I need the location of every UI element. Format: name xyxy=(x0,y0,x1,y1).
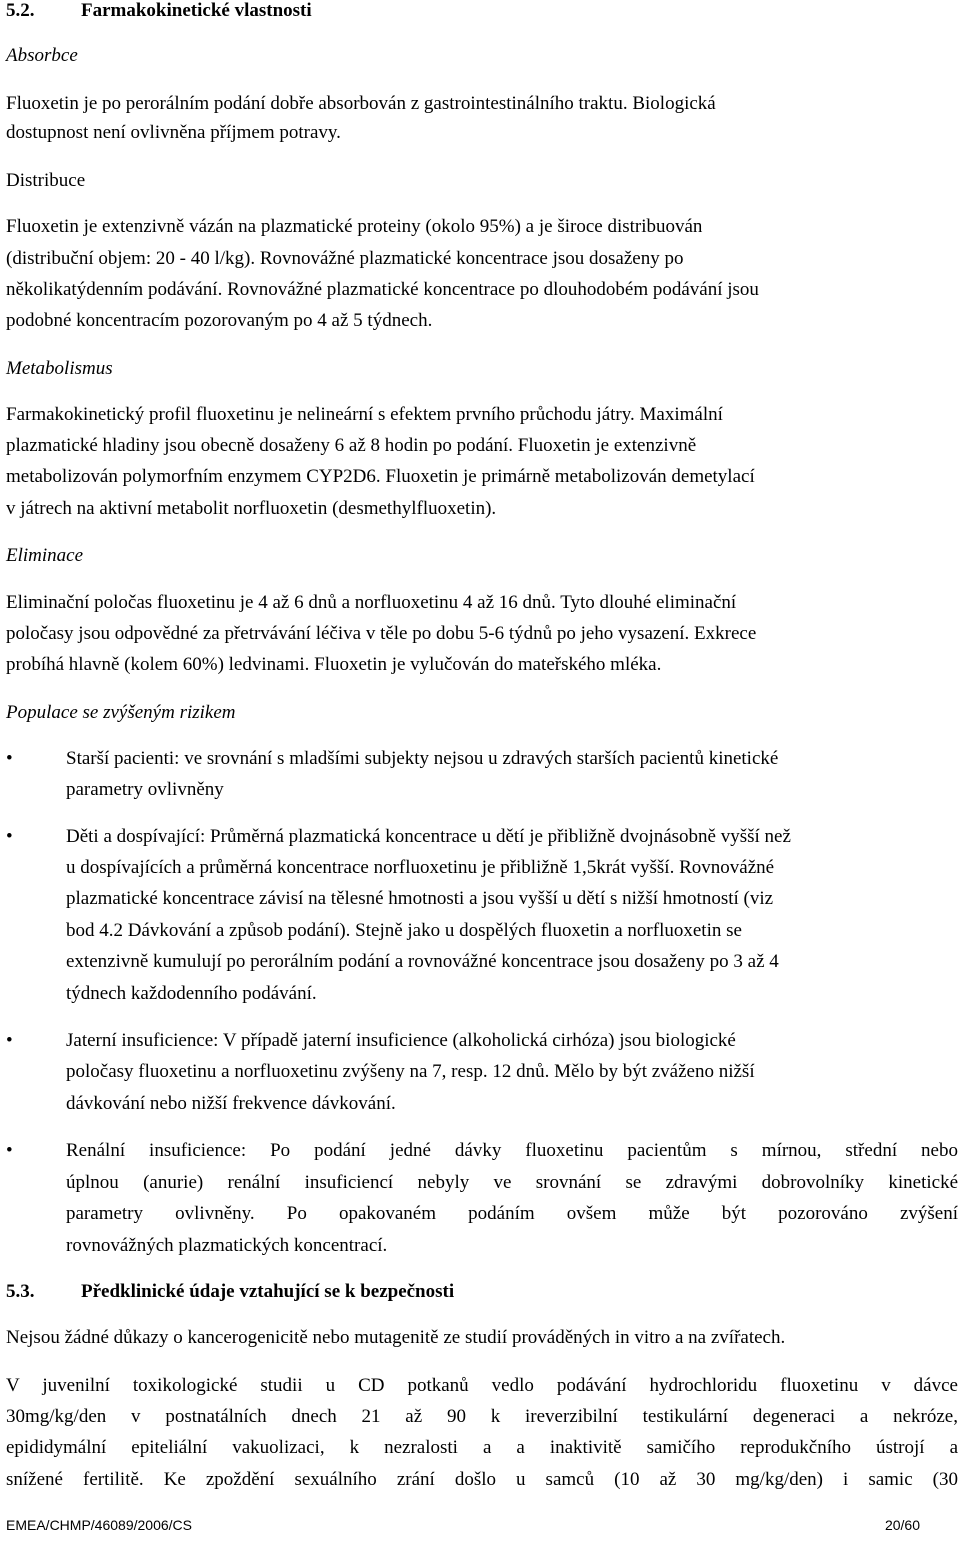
section-heading-5-2 xyxy=(6,0,312,22)
bullet-icon: • xyxy=(6,1140,13,1161)
document-id: EMEA/CHMP/46089/2006/CS xyxy=(6,1517,192,1533)
bullet-line: extenzivně kumulují po perorálním podání a rovnovážné koncentrace jsou dosaženy po 3 až 4 xyxy=(66,951,779,972)
paragraph-line: 30mg/kg/den v postnatálních dnech 21 až 90 k ireverzibilní testikulární degeneraci a nekróze, xyxy=(6,1406,958,1427)
page-number: 20/60 xyxy=(884,1517,920,1533)
bullet-line: Jaterní insuficience: V případě jaterní insuficience (alkoholická cirhóza) jsou biologické xyxy=(66,1030,736,1051)
section-title: Předklinické údaje vztahující se k bezpečnosti xyxy=(81,1281,455,1302)
paragraph-line: metabolizován polymorfním enzymem CYP2D6. Fluoxetin je primárně metabolizován demetylací xyxy=(6,466,755,487)
paragraph-line: v játrech na aktivní metabolit norfluoxetin (desmethylfluoxetin). xyxy=(6,498,497,519)
paragraph-line: (distribuční objem: 20 - 40 l/kg). Rovnovážné plazmatické koncentrace jsou dosaženy po xyxy=(6,248,684,269)
subheading-populace: Populace se zvýšeným rizikem xyxy=(6,702,236,723)
subheading-distribuce: Distribuce xyxy=(6,170,86,191)
bullet-line: Děti a dospívající: Průměrná plazmatická koncentrace u dětí je přibližně dvojnásobně vyšší než xyxy=(66,826,791,847)
paragraph-line: několikatýdenním podávání. Rovnovážné plazmatické koncentrace po dlouhodobém podávání jsou xyxy=(6,279,759,300)
section-heading-5-3 xyxy=(6,1281,454,1303)
paragraph-line: snížené fertilitě. Ke zpoždění sexuálního zrání došlo u samců (10 až 30 mg/kg/den) i samic (30 xyxy=(6,1469,958,1490)
paragraph-line: poločasy jsou odpovědné za přetrvávání léčiva v těle po dobu 5-6 týdnů po jeho vysazení. Exkrece xyxy=(6,623,757,644)
bullet-icon: • xyxy=(6,748,13,769)
bullet-line: plazmatické koncentrace závisí na tělesné hmotnosti a jsou vyšší u dětí s nižší hmotností (viz xyxy=(66,888,774,909)
bullet-icon: • xyxy=(6,826,13,847)
page-footer xyxy=(6,1516,920,1534)
bullet-line: Renální insuficience: Po podání jedné dávky fluoxetinu pacientům s mírnou, střední nebo xyxy=(66,1140,958,1161)
paragraph-line: podobné koncentracím pozorovaným po 4 až 5 týdnech. xyxy=(6,310,433,331)
bullet-line: poločasy fluoxetinu a norfluoxetinu zvýšeny na 7, resp. 12 dnů. Mělo by být zváženo nižší xyxy=(66,1061,755,1082)
paragraph-line: Fluoxetin je po perorálním podání dobře absorbován z gastrointestinálního traktu. Biologická xyxy=(6,93,716,114)
bullet-line: parametry ovlivněny. Po opakovaném podáním ovšem může být pozorováno zvýšení xyxy=(66,1203,958,1224)
paragraph-line: probíhá hlavně (kolem 60%) ledvinami. Fluoxetin je vylučován do mateřského mléka. xyxy=(6,654,662,675)
section-title: Farmakokinetické vlastnosti xyxy=(81,0,312,21)
subheading-metabolismus: Metabolismus xyxy=(6,358,113,379)
paragraph-line: Eliminační poločas fluoxetinu je 4 až 6 dnů a norfluoxetinu 4 až 16 dnů. Tyto dlouhé eliminační xyxy=(6,592,737,613)
paragraph-line: V juvenilní toxikologické studii u CD potkanů vedlo podávání hydrochloridu fluoxetinu v dávce xyxy=(6,1375,958,1396)
paragraph-line: Fluoxetin je extenzivně vázán na plazmatické proteiny (okolo 95%) a je široce distribuován xyxy=(6,216,703,237)
bullet-line: Starší pacienti: ve srovnání s mladšími subjekty nejsou u zdravých starších pacientů kinetické xyxy=(66,748,779,769)
paragraph-line: Farmakokinetický profil fluoxetinu je nelineární s efektem prvního průchodu játry. Maximální xyxy=(6,404,723,425)
bullet-line: týdnech každodenního podávání. xyxy=(66,983,317,1004)
bullet-line: dávkování nebo nižší frekvence dávkování. xyxy=(66,1093,396,1114)
paragraph-line: dostupnost není ovlivněna příjmem potravy. xyxy=(6,122,341,143)
subheading-eliminace: Eliminace xyxy=(6,545,84,566)
section-number: 5.3. xyxy=(6,1281,35,1302)
section-number: 5.2. xyxy=(6,0,35,21)
paragraph-line: epididymální epiteliální vakuolizaci, k nezralosti a a inaktivitě samičího reprodukčního ústrojí a xyxy=(6,1437,958,1458)
bullet-line: parametry ovlivněny xyxy=(66,779,224,800)
paragraph-line: Nejsou žádné důkazy o kancerogenicitě nebo mutagenitě ze studií prováděných in vitro a na zvířatech. xyxy=(6,1327,786,1348)
bullet-line: rovnovážných plazmatických koncentrací. xyxy=(66,1235,388,1256)
bullet-line: u dospívajících a průměrná koncentrace norfluoxetinu je přibližně 1,5krát vyšší. Rovnovážné xyxy=(66,857,775,878)
paragraph-line: plazmatické hladiny jsou obecně dosaženy 6 až 8 hodin po podání. Fluoxetin je extenzivně xyxy=(6,435,697,456)
bullet-line: bod 4.2 Dávkování a způsob podání). Stejně jako u dospělých fluoxetin a norfluoxetin se xyxy=(66,920,742,941)
bullet-line: úplnou (anurie) renální insuficiencí nebyly ve srovnání se zdravými dobrovolníky kinetické xyxy=(66,1172,958,1193)
subheading-absorbce: Absorbce xyxy=(6,45,78,66)
bullet-icon: • xyxy=(6,1030,13,1051)
